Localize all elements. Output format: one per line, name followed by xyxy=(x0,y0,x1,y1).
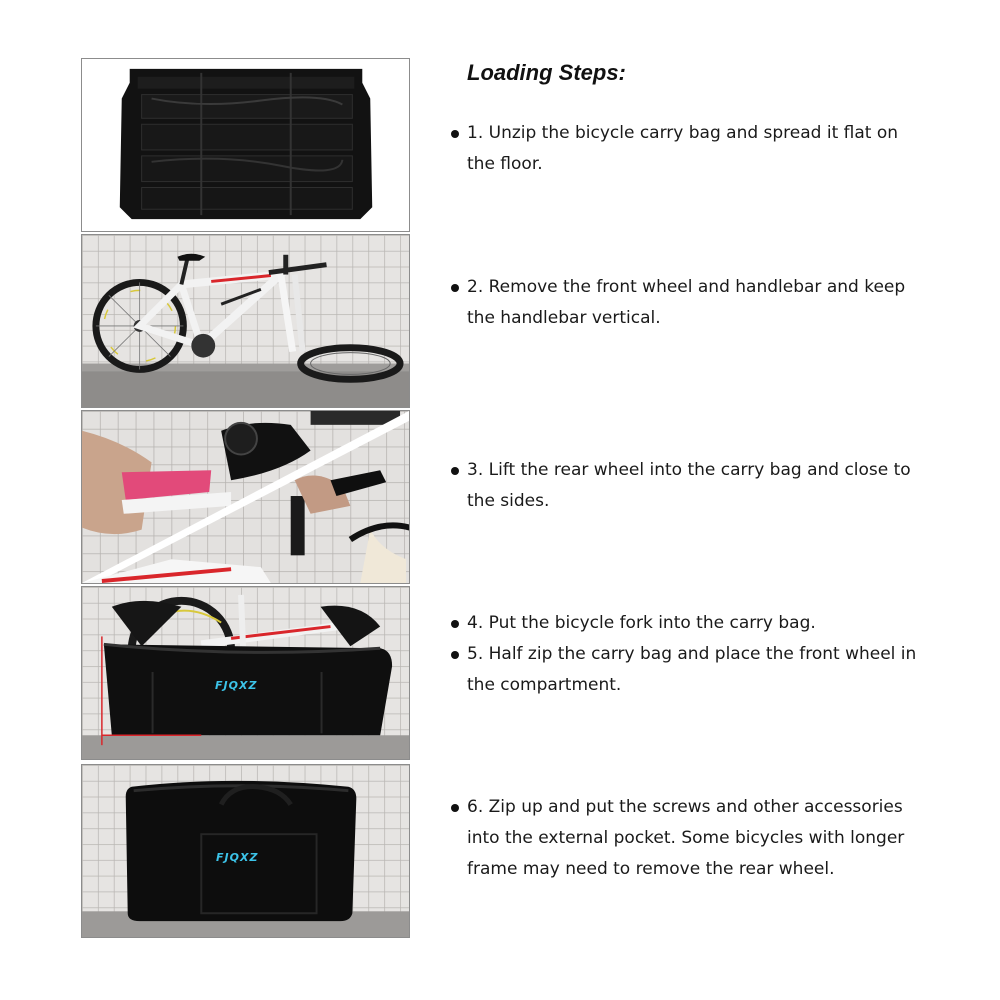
page-title: Loading Steps: xyxy=(467,60,626,85)
step-2-text xyxy=(467,272,917,334)
bullet-icon xyxy=(451,620,459,628)
step-2-photo xyxy=(81,234,410,408)
bullet-icon xyxy=(451,284,459,292)
bullet-icon xyxy=(451,467,459,475)
bullet-icon xyxy=(451,651,459,659)
step-6-text xyxy=(467,792,917,885)
step-3-text xyxy=(467,455,917,517)
step-text: 1. Unzip the bicycle carry bag and spread it flat on the floor. xyxy=(467,123,899,174)
step-text: 2. Remove the front wheel and handlebar and keep the handlebar vertical. xyxy=(467,277,906,328)
step-text: 3. Lift the rear wheel into the carry bag and close to the sides. xyxy=(467,460,911,511)
bullet-icon xyxy=(451,804,459,812)
step-text: 6. Zip up and put the screws and other accessories into the external pocket. Some bicycles with longer frame may need to remove the rear wheel. xyxy=(467,797,905,879)
brand-logo: FJQXZ xyxy=(216,851,259,864)
step-3-photo xyxy=(81,410,410,584)
step-5-text xyxy=(467,639,917,701)
step-4-5-photo xyxy=(81,586,410,760)
brand-logo: FJQXZ xyxy=(215,679,258,692)
step-1-text xyxy=(467,118,917,180)
step-1-photo xyxy=(81,58,410,232)
step-4-text xyxy=(467,608,917,639)
bullet-icon xyxy=(451,130,459,138)
step-6-photo xyxy=(81,764,410,938)
step-text: 4. Put the bicycle fork into the carry bag. xyxy=(467,613,816,633)
step-text: 5. Half zip the carry bag and place the front wheel in the compartment. xyxy=(467,644,917,695)
